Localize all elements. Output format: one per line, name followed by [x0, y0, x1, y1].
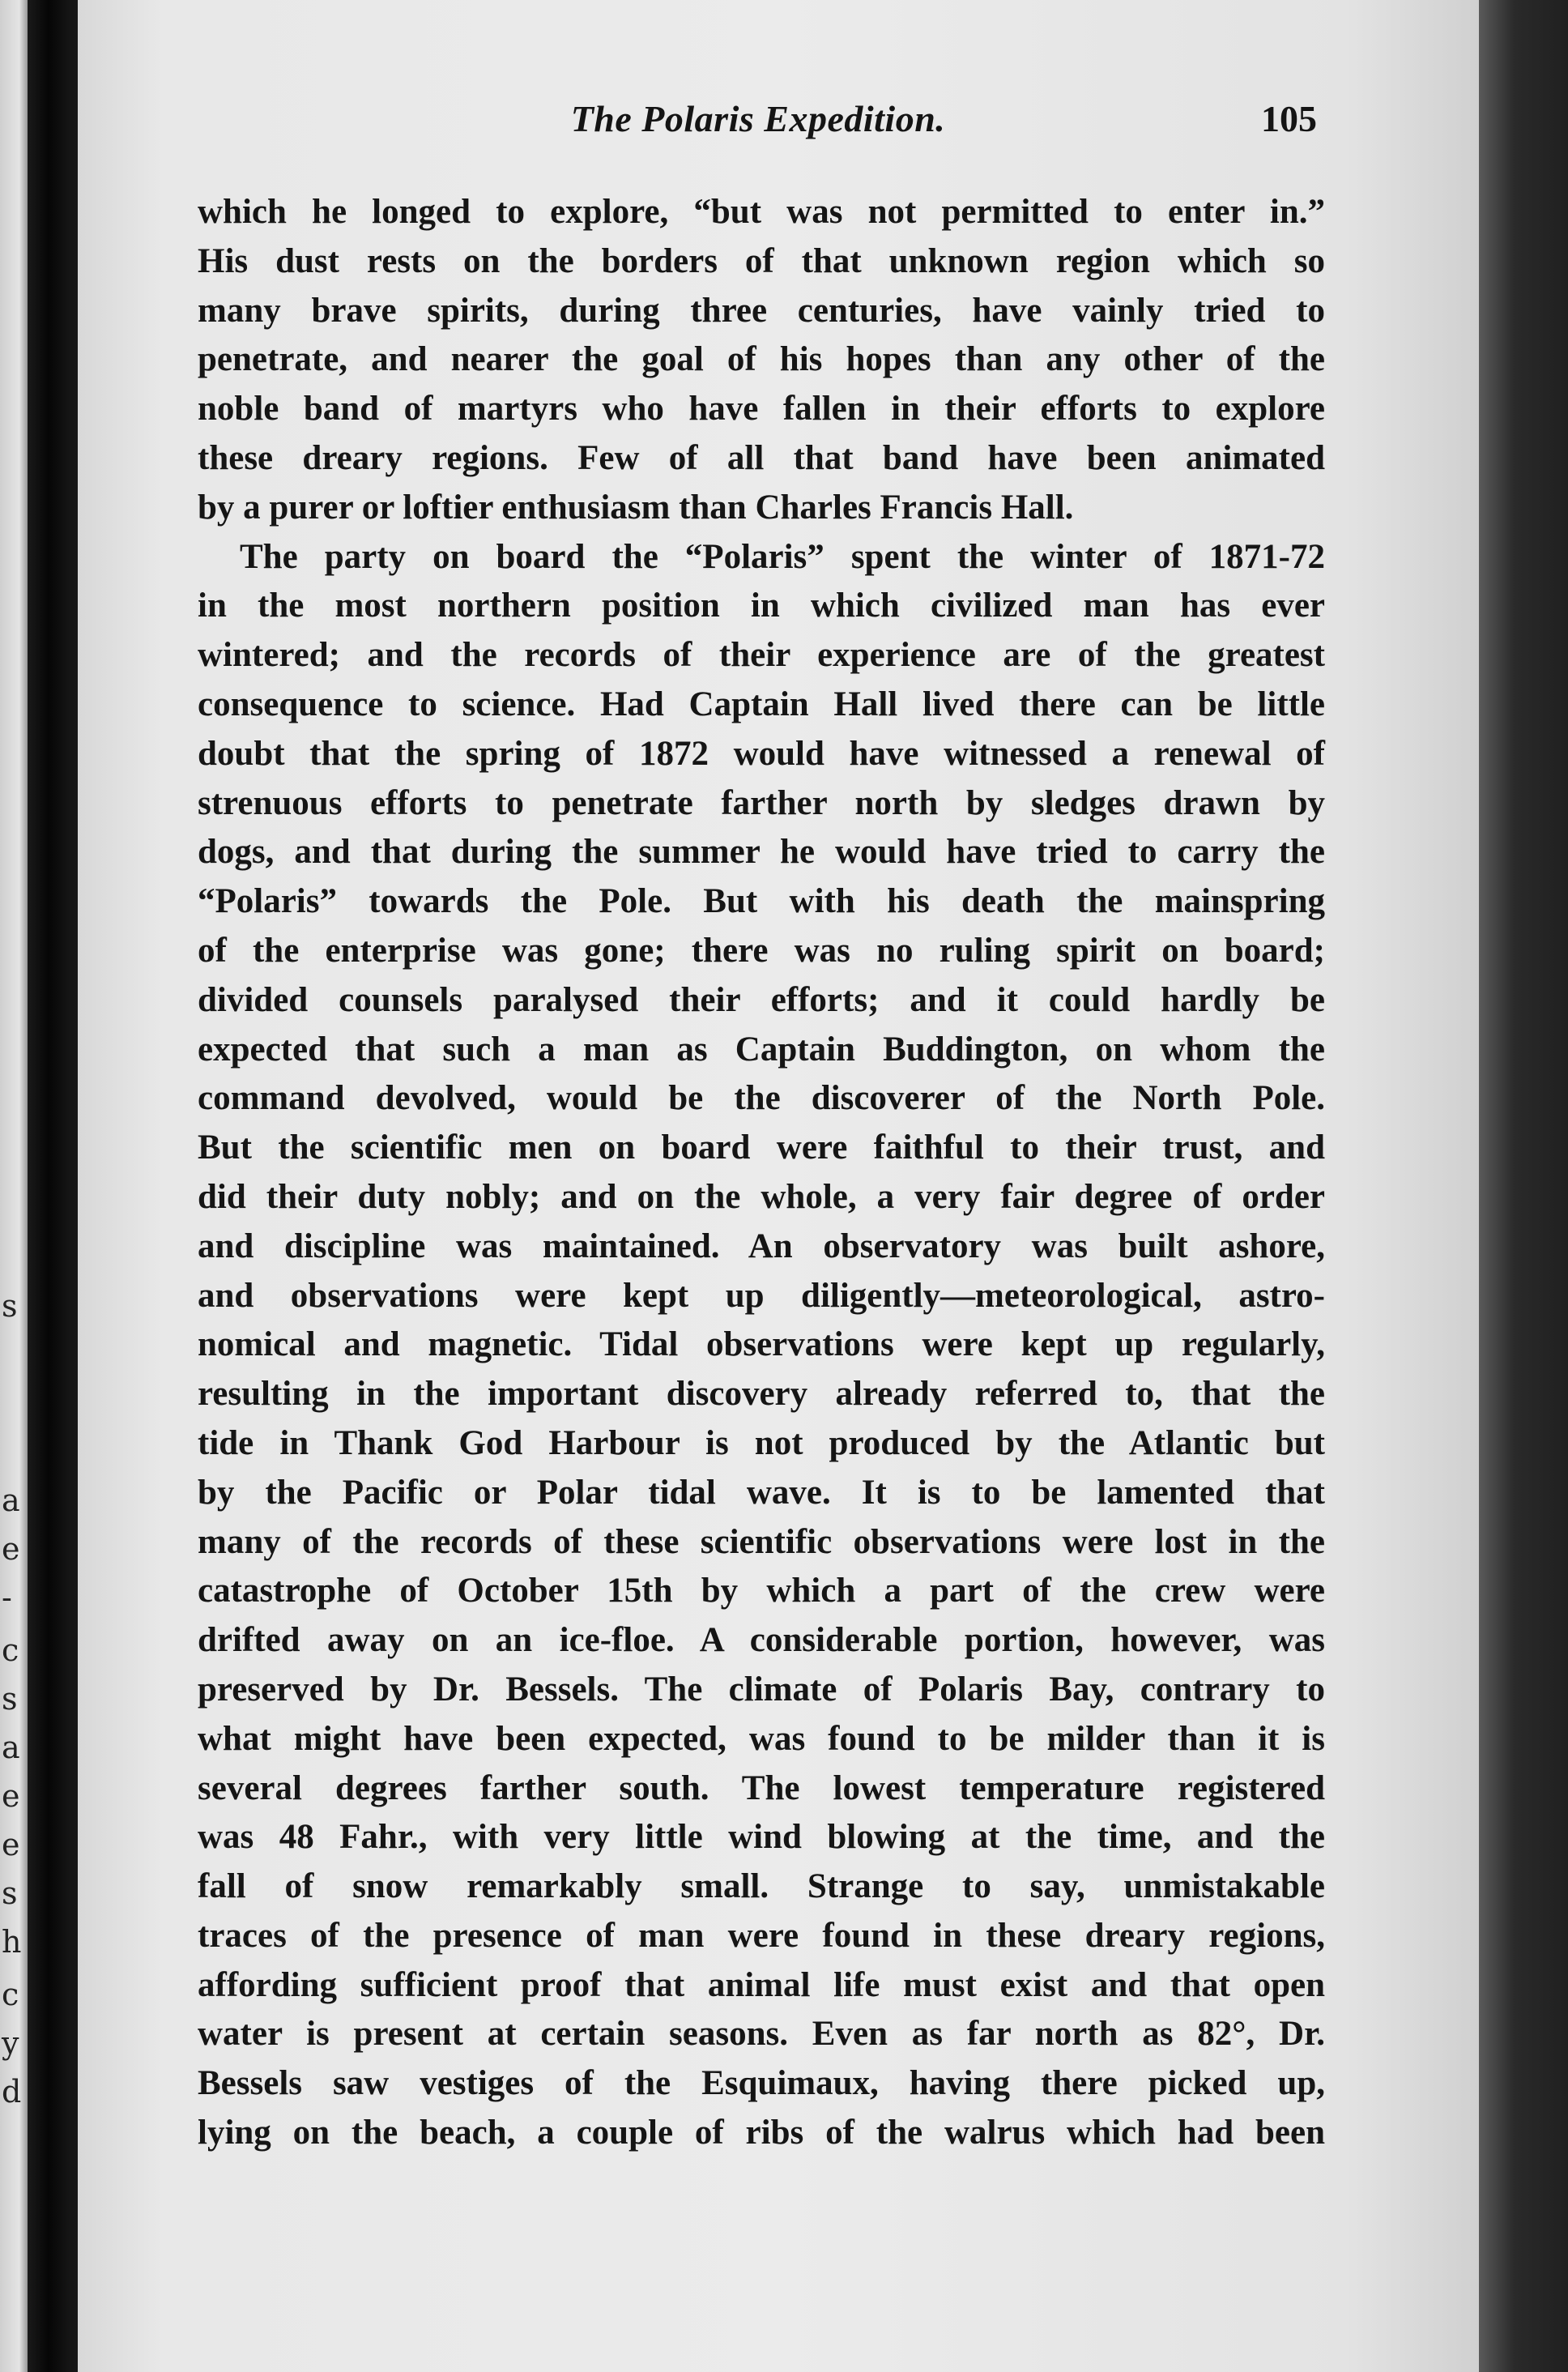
text-line: traces of the presence of man were found in these dreary regions,: [198, 1916, 1325, 1955]
text-line: tide in Thank God Harbour is not produced by the Atlantic but: [198, 1423, 1325, 1462]
text-line: wintered; and the records of their experience are of the greatest: [198, 636, 1325, 675]
text-line: these dreary regions. Few of all that band have been animated: [198, 438, 1325, 477]
margin-letter: e: [2, 1827, 20, 1862]
text-line: many of the records of these scientific observations were lost in the: [198, 1522, 1325, 1561]
text-line: was 48 Fahr., with very little wind blowing at the time, and the: [198, 1818, 1325, 1857]
text-line: fall of snow remarkably small. Strange to say, unmistakable: [198, 1867, 1325, 1906]
margin-letter: s: [2, 1875, 18, 1911]
previous-page-letters: [0, 0, 28, 2372]
text-line: catastrophe of October 15th by which a part of the crew were: [198, 1572, 1325, 1610]
text-line: noble band of martyrs who have fallen in their efforts to explore: [198, 390, 1325, 429]
page-body-text: [198, 188, 1325, 2158]
margin-letter: h: [2, 1924, 22, 1960]
margin-letter: c: [2, 1632, 19, 1668]
text-line: dogs, and that during the summer he would have tried to carry the: [198, 833, 1325, 872]
book-binding-shadow: [28, 0, 70, 2372]
text-line: penetrate, and nearer the goal of his hopes than any other of the: [198, 340, 1325, 379]
margin-letter: a: [2, 1730, 20, 1765]
text-line: what might have been expected, was found to be milder than it is: [198, 1719, 1325, 1758]
margin-letter: d: [2, 2074, 22, 2110]
text-line: doubt that the spring of 1872 would have witnessed a renewal of: [198, 734, 1325, 773]
text-line: drifted away on an ice-floe. A considerable portion, however, was: [198, 1621, 1325, 1660]
text-line: which he longed to explore, “but was not permitted to enter in.”: [198, 193, 1325, 231]
text-line: divided counsels paralysed their efforts; and it could hardly be: [198, 980, 1325, 1019]
text-line: and observations were kept up diligently—meteorological, astro-: [198, 1276, 1325, 1315]
text-line: resulting in the important discovery already referred to, that the: [198, 1375, 1325, 1414]
page-header: [199, 97, 1317, 162]
text-line: lying on the beach, a couple of ribs of the walrus which had been: [198, 2114, 1325, 2152]
text-line: nomical and magnetic. Tidal observations were kept up regularly,: [198, 1325, 1325, 1364]
margin-letter: e: [2, 1778, 20, 1814]
text-line: strenuous efforts to penetrate farther north by sledges drawn by: [198, 783, 1325, 822]
text-line: affording sufficient proof that animal life must exist and that open: [198, 1965, 1325, 2004]
page-number: 105: [1261, 98, 1317, 139]
text-line: expected that such a man as Captain Buddington, on whom the: [198, 1030, 1325, 1069]
text-line: by a purer or loftier enthusiasm than Charles Francis Hall.: [198, 488, 1074, 527]
margin-letter: c: [2, 1977, 19, 2012]
margin-letter: -: [2, 1580, 12, 1615]
text-line: by the Pacific or Polar tidal wave. It is to be lamented that: [198, 1473, 1325, 1512]
margin-letter: y: [2, 2025, 19, 2061]
text-line: His dust rests on the borders of that unknown region which so: [198, 241, 1325, 280]
margin-letter: s: [2, 1681, 18, 1717]
text-line: But the scientific men on board were faithful to their trust, and: [198, 1128, 1325, 1167]
text-line: “Polaris” towards the Pole. But with his death the mainspring: [198, 882, 1325, 921]
text-line: several degrees farther south. The lowest temperature registered: [198, 1768, 1325, 1807]
text-line: and discipline was maintained. An observatory was built ashore,: [198, 1227, 1325, 1265]
margin-letter: e: [2, 1531, 20, 1567]
text-line: in the most northern position in which civilized man has ever: [198, 587, 1325, 625]
running-head: The Polaris Expedition.: [570, 98, 946, 139]
margin-letter: s: [2, 1288, 18, 1324]
text-line: consequence to science. Had Captain Hall lived there can be little: [198, 685, 1325, 723]
text-line: many brave spirits, during three centuries, have vainly tried to: [198, 291, 1325, 330]
book-page: [78, 0, 1487, 2372]
text-line: Bessels saw vestiges of the Esquimaux, having there picked up,: [198, 2064, 1325, 2103]
text-line: of the enterprise was gone; there was no ruling spirit on board;: [198, 931, 1325, 970]
text-line: did their duty nobly; and on the whole, a very fair degree of order: [198, 1177, 1325, 1216]
margin-letter: a: [2, 1482, 20, 1518]
right-dark-margin: [1479, 0, 1568, 2372]
text-line: command devolved, would be the discoverer of the North Pole.: [198, 1079, 1325, 1118]
text-line: water is present at certain seasons. Even as far north as 82°, Dr.: [198, 2015, 1325, 2054]
text-line: preserved by Dr. Bessels. The climate of Polaris Bay, contrary to: [198, 1670, 1325, 1709]
paragraph-start-line: The party on board the “Polaris” spent the winter of 1871-72: [240, 537, 1325, 576]
